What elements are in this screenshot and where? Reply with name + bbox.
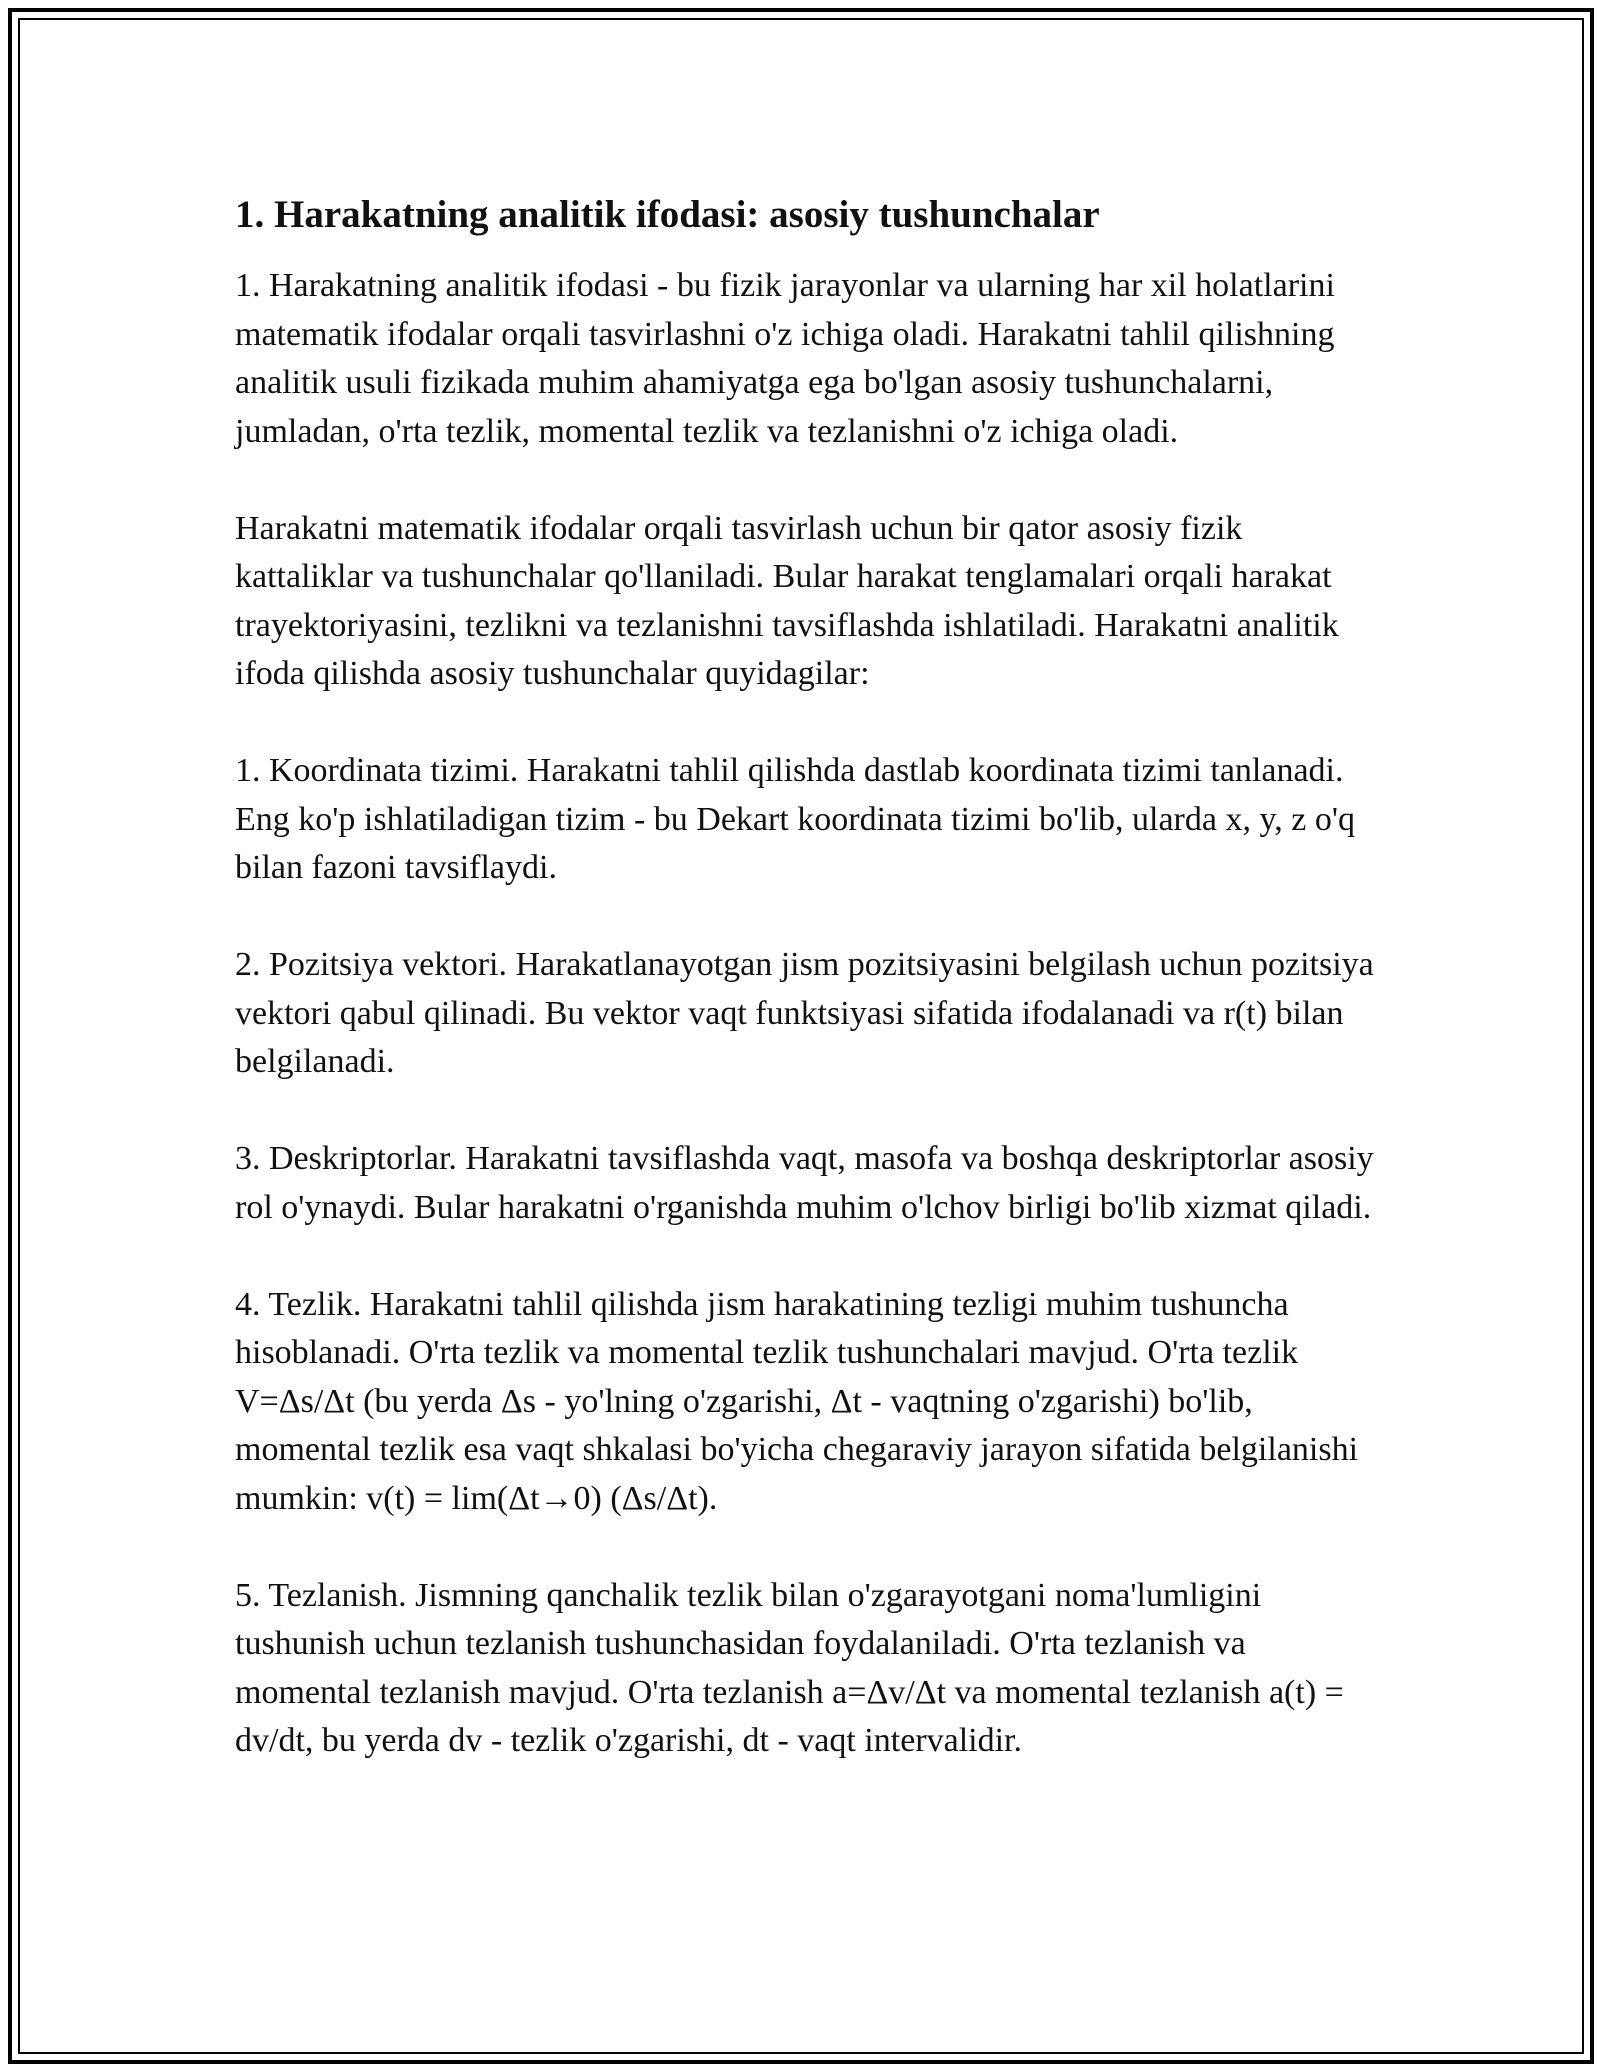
paragraph-intro: 1. Harakatning analitik ifodasi - bu fizik jarayonlar va ularning har xil holatlarini matematik ifodalar orqali tasvirlashni o'z ichiga oladi. Harakatni tahlil qilishning analitik usuli fizikada muhim ahamiyatga ega bo'lgan asosiy tushunchalarni, jumladan, o'rta tezlik, momental tezlik va tezlanishni o'z ichiga oladi. bbox=[235, 267, 1335, 450]
paragraph-velocity: 4. Tezlik. Harakatni tahlil qilishda jism harakatining tezligi muhim tushuncha hisoblanadi. O'rta tezlik va momental tezlik tushunchalari mavjud. O'rta tezlik V=Δs/Δt (bu yerda Δs - yo'lning o'zgarishi, Δt - vaqtning o'zgarishi) bo'lib, momental tezlik esa vaqt shkalasi bo'yicha chegaraviy jarayon sifatida belgilanishi mumkin: v(t) = lim(Δt→0) (Δs/Δt). bbox=[235, 1285, 1359, 1517]
paragraph-coordinate-system: 1. Koordinata tizimi. Harakatni tahlil qilishda dastlab koordinata tizimi tanlanadi. Eng ko'p ishlatiladigan tizim - bu Dekart koordinata tizimi bo'lib, ularda x, y, z o'q bilan fazoni tavsiflaydi. bbox=[235, 752, 1355, 886]
paragraph-concepts-overview: Harakatni matematik ifodalar orqali tasvirlash uchun bir qator asosiy fizik kattaliklar va tushunchalar qo'llaniladi. Bular harakat tenglamalari orqali harakat trayektoriyasini, tezlikni va tezlanishni tavsiflashda ishlatiladi. Harakatni analitik ifoda qilishda asosiy tushunchalar quyidagilar: bbox=[235, 509, 1339, 692]
paragraph-descriptors: 3. Deskriptorlar. Harakatni tavsiflashda vaqt, masofa va boshqa deskriptorlar asosiy rol o'ynaydi. Bular harakatni o'rganishda muhim o'lchov birligi bo'lib xizmat qiladi. bbox=[235, 1140, 1374, 1226]
page-title: 1. Harakatning analitik ifodasi: asosiy tushunchalar bbox=[235, 193, 1100, 236]
document-body bbox=[235, 190, 1375, 1766]
paragraph-acceleration: 5. Tezlanish. Jismning qanchalik tezlik bilan o'zgarayotgani noma'lumligini tushunish uchun tezlanish tushunchasidan foydalaniladi. O'rta tezlanish va momental tezlanish mavjud. O'rta tezlanish a=Δv/Δt va momental tezlanish a(t) = dv/dt, bu yerda dv - tezlik o'zgarishi, dt - vaqt intervalidir. bbox=[235, 1576, 1344, 1759]
paragraph-position-vector: 2. Pozitsiya vektori. Harakatlanayotgan jism pozitsiyasini belgilash uchun pozitsiya vektori qabul qilinadi. Bu vektor vaqt funktsiyasi sifatida ifodalanadi va r(t) bilan belgilanadi. bbox=[235, 946, 1374, 1080]
